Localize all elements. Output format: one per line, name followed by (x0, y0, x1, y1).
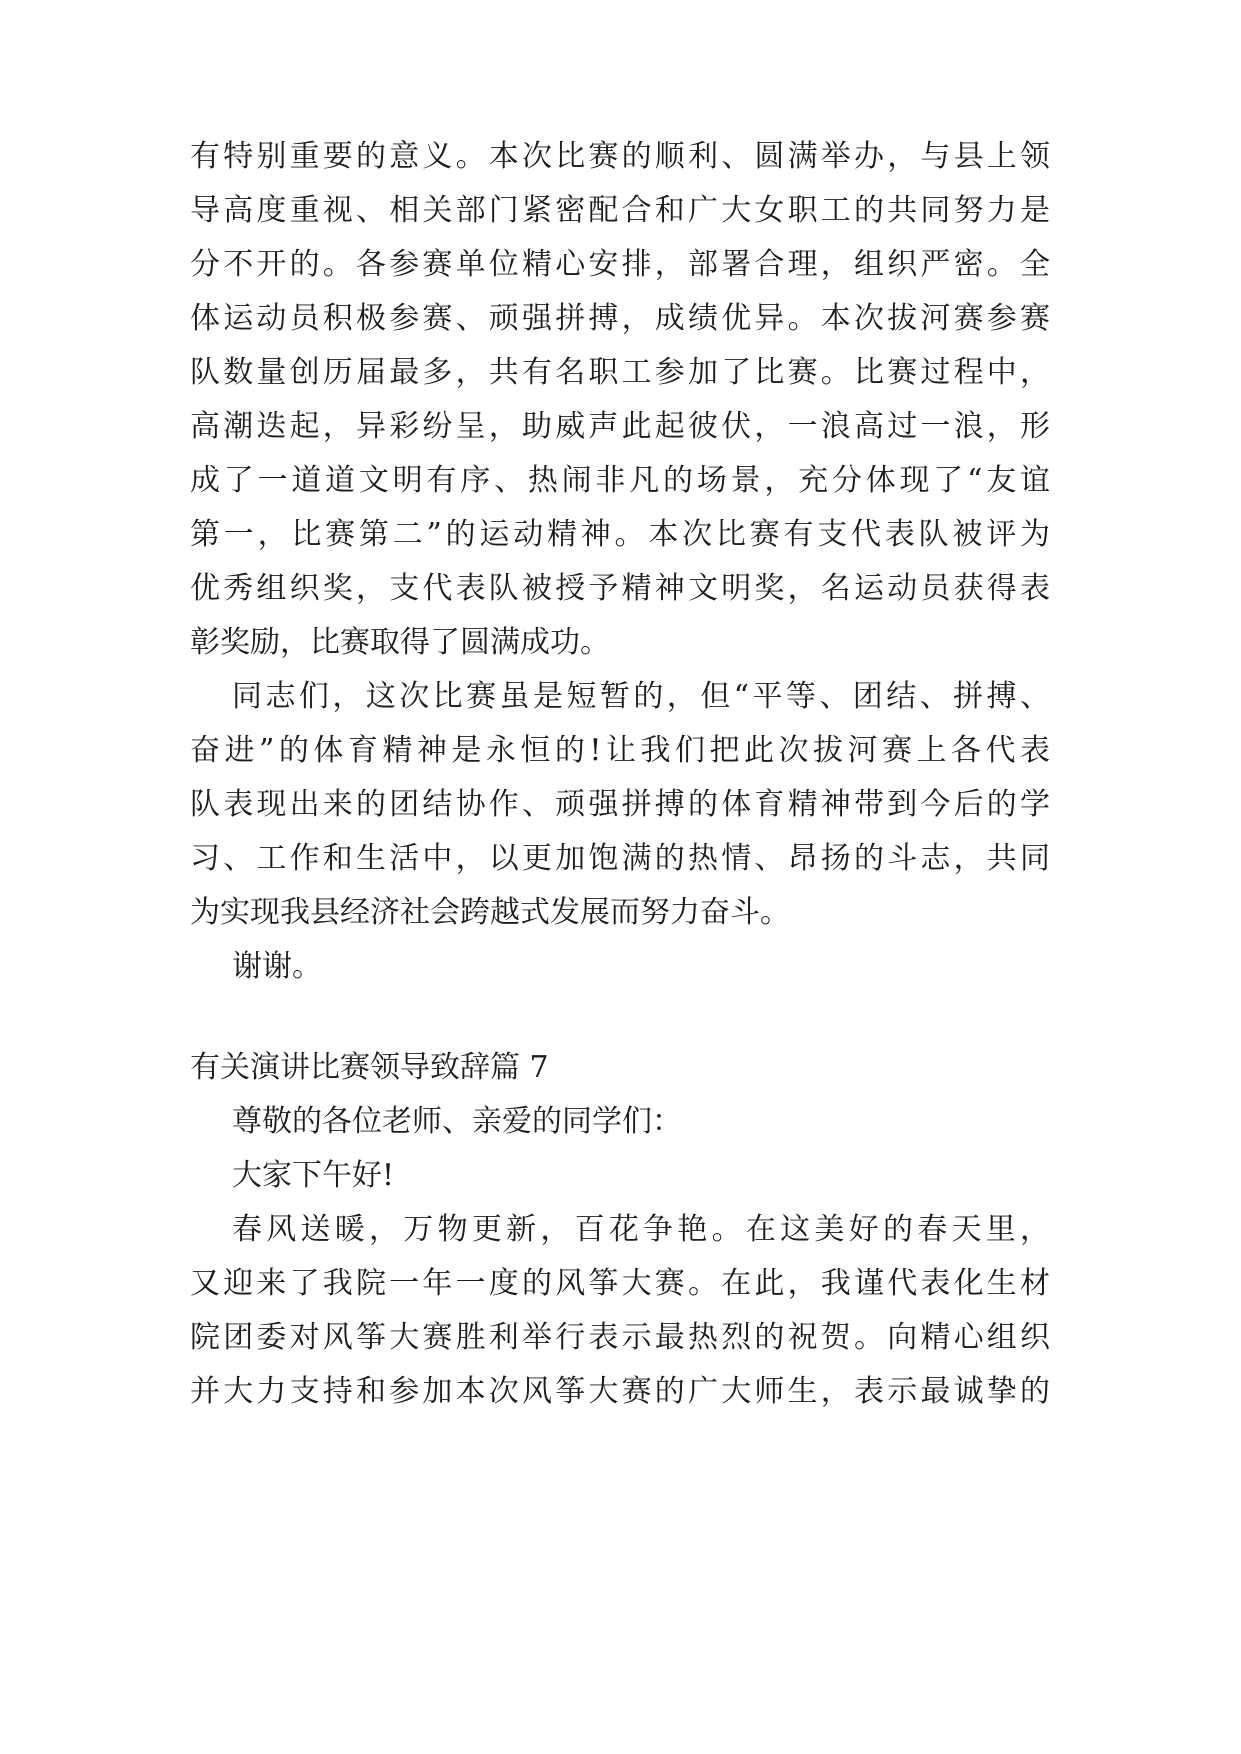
greeting: 大家下午好! (232, 1158, 395, 1193)
section-heading: 有关演讲比赛领导致辞篇 7 (190, 1050, 549, 1085)
paragraph (190, 670, 1050, 940)
text-line: 高潮迭起，异彩纷呈，助威声此起彼伏，一浪高过一浪，形 (190, 409, 1050, 444)
text-line: 有特别重要的意义。本次比赛的顺利、圆满举办，与县上领 (190, 139, 1050, 174)
text-line: 队表现出来的团结协作、顽强拼搏的体育精神带到今后的学 (190, 787, 1050, 822)
text-line: 同志们，这次比赛虽是短暂的，但“平等、团结、拼搏、 (232, 679, 1050, 714)
paragraph (190, 1203, 1050, 1419)
closing-line: 谢谢。 (232, 949, 322, 984)
text-line: 并大力支持和参加本次风筝大赛的广大师生，表示最诚挚的 (190, 1374, 1050, 1409)
text-line: 春风送暖，万物更新，百花争艳。在这美好的春天里， (232, 1212, 1050, 1247)
paragraph (190, 940, 1050, 994)
text-line: 队数量创历届最多，共有名职工参加了比赛。比赛过程中， (190, 355, 1050, 390)
text-line: 成了一道道文明有序、热闹非凡的场景，充分体现了“友谊 (190, 463, 1050, 498)
text-line: 奋进”的体育精神是永恒的!让我们把此次拔河赛上各代表 (190, 733, 1050, 768)
text-line: 院团委对风筝大赛胜利举行表示最热烈的祝贺。向精心组织 (190, 1320, 1050, 1355)
text-line: 彰奖励，比赛取得了圆满成功。 (190, 625, 610, 660)
document-body (190, 130, 1050, 1419)
text-line: 导高度重视、相关部门紧密配合和广大女职工的共同努力是 (190, 193, 1050, 228)
paragraph (190, 130, 1050, 670)
salutation: 尊敬的各位老师、亲爱的同学们： (232, 1104, 682, 1139)
text-line: 第一，比赛第二”的运动精神。本次比赛有支代表队被评为 (190, 517, 1050, 552)
text-line: 体运动员积极参赛、顽强拼搏，成绩优异。本次拔河赛参赛 (190, 301, 1050, 336)
text-line: 分不开的。各参赛单位精心安排，部署合理，组织严密。全 (190, 247, 1050, 282)
text-line: 优秀组织奖，支代表队被授予精神文明奖，名运动员获得表 (190, 571, 1050, 606)
text-line: 为实现我县经济社会跨越式发展而努力奋斗。 (190, 895, 790, 930)
text-line: 又迎来了我院一年一度的风筝大赛。在此，我谨代表化生材 (190, 1266, 1050, 1301)
text-line: 习、工作和生活中，以更加饱满的热情、昂扬的斗志，共同 (190, 841, 1050, 876)
